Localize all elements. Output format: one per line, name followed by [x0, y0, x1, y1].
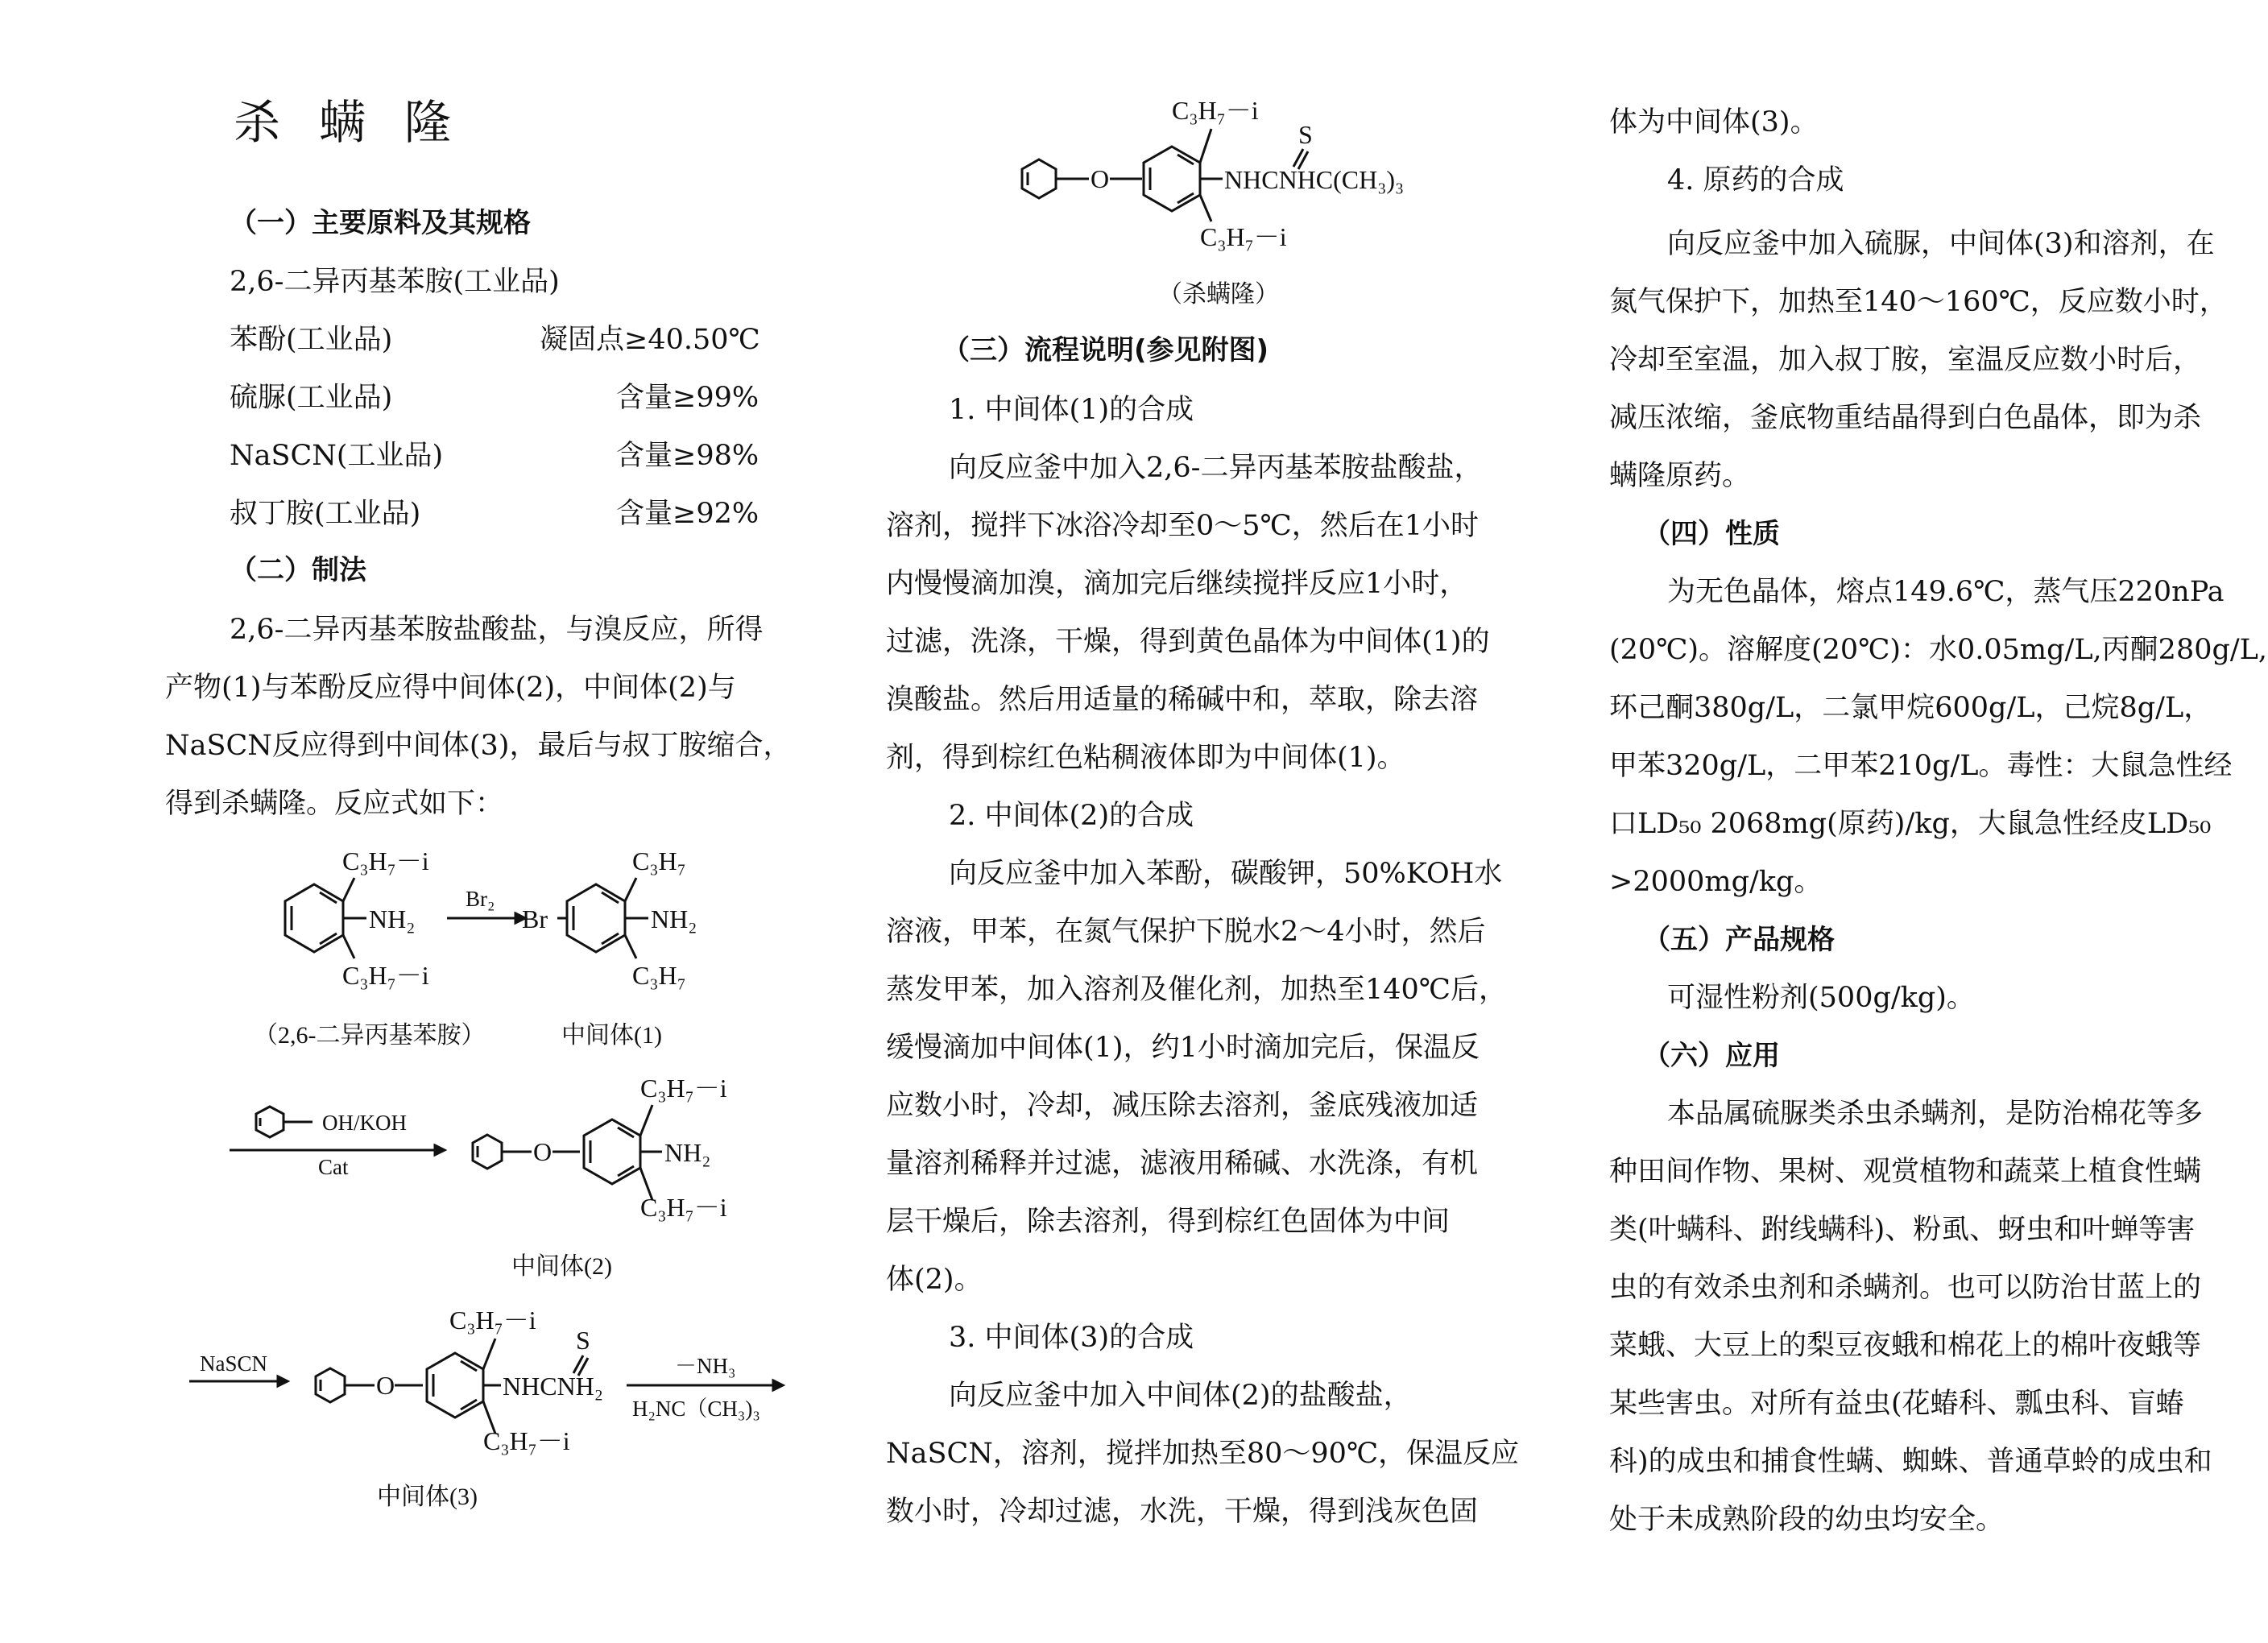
scheme-label: O — [1091, 164, 1110, 193]
paragraph-line: 剂，得到棕红色粘稠液体即为中间体(1)。 — [886, 742, 1405, 774]
material-name: 叔丁胺(工业品) — [230, 498, 421, 530]
scheme-label: S — [576, 1326, 590, 1355]
scheme-label: C₃H₇ — [632, 961, 686, 990]
scheme-label: －NH₃ — [675, 1354, 736, 1378]
section-4-heading: （四）性质 — [1643, 518, 1780, 550]
paragraph-line: NaSCN反应得到中间体(3)，最后与叔丁胺缩合， — [165, 730, 792, 762]
paragraph-line: 蒸发甲苯，加入溶剂及催化剂，加热至140℃后， — [886, 974, 1507, 1006]
paragraph-line: 冷却至室温，加入叔丁胺，室温反应数小时后， — [1609, 344, 2202, 376]
scheme-label: C₃H₇－i — [483, 1426, 570, 1455]
paragraph-line: 层干燥后，除去溶剂，得到棕红色固体为中间 — [886, 1206, 1451, 1238]
scheme-label: OH/KOH — [322, 1111, 407, 1135]
subheading: 2. 中间体(2)的合成 — [949, 800, 1194, 832]
section-3-heading: （三）流程说明(参见附图) — [942, 334, 1269, 366]
paragraph-line: 量溶剂稀释并过滤，滤液用稀碱、水洗涤，有机 — [886, 1148, 1479, 1180]
paragraph-line: 溴酸盐。然后用适量的稀碱中和，萃取，除去溶 — [886, 684, 1479, 716]
paragraph-line: 溶剂，搅拌下冰浴冷却至0～5℃，然后在1小时 — [886, 510, 1479, 542]
section-1-heading: （一）主要原料及其规格 — [230, 207, 531, 239]
benzene-ring — [285, 884, 343, 952]
scheme-label: NHCNH₂ — [503, 1372, 603, 1401]
paragraph-line: 产物(1)与苯酚反应得中间体(2)，中间体(2)与 — [165, 672, 736, 704]
paragraph-line: 类(叶螨科、跗线螨科)、粉虱、蚜虫和叶蝉等害 — [1609, 1214, 2196, 1246]
paragraph-line: >2000mg/kg。 — [1609, 866, 1823, 898]
subheading: 4. 原药的合成 — [1667, 164, 1844, 197]
paragraph-line: 甲苯320g/L，二甲苯210g/L。毒性：大鼠急性经 — [1609, 750, 2233, 782]
paragraph-line: 菜蛾、大豆上的梨豆夜蛾和棉花上的棉叶夜蛾等 — [1609, 1330, 2202, 1362]
section-5-heading: （五）产品规格 — [1643, 924, 1835, 956]
material-name: 2,6-二异丙基苯胺(工业品) — [230, 266, 560, 298]
paragraph-line: 应数小时，冷却，减压除去溶剂，釜底残液加适 — [886, 1090, 1479, 1122]
scheme-label: C₃H₇－i — [1200, 222, 1287, 251]
subheading: 1. 中间体(1)的合成 — [949, 394, 1194, 426]
scheme-label: C₃H₇－i — [1172, 96, 1259, 125]
compound-caption: 中间体(1) — [561, 1022, 662, 1049]
section-6-heading: （六）应用 — [1643, 1040, 1780, 1072]
paragraph-line: (20℃)。溶解度(20℃)：水0.05mg/L,丙酮280g/L, — [1609, 634, 2268, 666]
paragraph-line: 体(2)。 — [886, 1264, 983, 1296]
paragraph-line: 体为中间体(3)。 — [1609, 106, 1819, 139]
material-name: 苯酚(工业品) — [230, 324, 393, 356]
compound-caption: （杀螨隆） — [1158, 281, 1279, 308]
scheme-label: NH₂ — [664, 1138, 711, 1167]
paragraph-line: 口LD₅₀ 2068mg(原药)/kg，大鼠急性经皮LD₅₀ — [1609, 808, 2212, 840]
paragraph-line: 螨隆原药。 — [1609, 460, 1751, 492]
material-spec: 含量≥98% — [616, 440, 759, 472]
paragraph-line: 溶液，甲苯，在氮气保护下脱水2～4小时，然后 — [886, 916, 1486, 948]
paragraph-line: 科)的成虫和捕食性螨、蜘蛛、普通草蛉的成虫和 — [1609, 1446, 2212, 1478]
paragraph-line: 向反应釜中加入硫脲，中间体(3)和溶剂，在 — [1667, 228, 2215, 260]
paragraph-line: 向反应釜中加入苯酚，碳酸钾，50%KOH水 — [949, 858, 1503, 890]
paragraph-line: 向反应釜中加入2,6-二异丙基苯胺盐酸盐， — [949, 452, 1483, 484]
compound-caption: 中间体(2) — [511, 1253, 612, 1280]
paragraph-line: 2,6-二异丙基苯胺盐酸盐，与溴反应，所得 — [230, 614, 764, 646]
paragraph-line: 数小时，冷却过滤，水洗，干燥，得到浅灰色固 — [886, 1496, 1479, 1528]
paragraph-line: 虫的有效杀虫剂和杀螨剂。也可以防治甘蓝上的 — [1609, 1272, 2202, 1304]
scheme-label: C₃H₇－i — [342, 961, 429, 990]
compound-caption: （2,6-二异丙基苯胺） — [254, 1022, 486, 1049]
product-structure — [0, 0, 1405, 338]
paragraph-line: 可湿性粉剂(500g/kg)。 — [1667, 982, 1975, 1014]
scheme-label: C₃H₇－i — [640, 1193, 727, 1222]
material-name: NaSCN(工业品) — [230, 440, 444, 472]
scheme-label: Cat — [318, 1155, 349, 1179]
material-spec: 含量≥92% — [616, 498, 759, 530]
scheme-label: NH₂ — [369, 904, 416, 933]
scheme-label: C₃H₇－i — [449, 1306, 536, 1335]
paragraph-line: 本品属硫脲类杀虫杀螨剂，是防治棉花等多 — [1667, 1098, 2204, 1130]
paragraph-line: 过滤，洗涤，干燥，得到黄色晶体为中间体(1)的 — [886, 626, 1490, 658]
paragraph-line: 减压浓缩，釜底物重结晶得到白色晶体，即为杀 — [1609, 402, 2202, 434]
scheme-label: O — [376, 1371, 395, 1400]
paragraph-line: 环己酮380g/L，二氯甲烷600g/L，己烷8g/L， — [1609, 692, 2212, 724]
scheme-label: C₃H₇ — [632, 846, 686, 875]
scheme-label: O — [533, 1137, 553, 1166]
material-name: 硫脲(工业品) — [230, 382, 393, 414]
scheme-label: Br — [522, 904, 548, 933]
benzene-ring — [567, 884, 625, 952]
scheme-label: C₃H₇－i — [342, 846, 429, 875]
paragraph-line: 得到杀螨隆。反应式如下： — [165, 788, 504, 820]
subheading: 3. 中间体(3)的合成 — [949, 1322, 1194, 1354]
paragraph-line: 向反应釜中加入中间体(2)的盐酸盐， — [949, 1380, 1412, 1412]
scheme-label: C₃H₇－i — [640, 1074, 727, 1103]
paragraph-line: 种田间作物、果树、观赏植物和蔬菜上植食性螨 — [1609, 1156, 2202, 1188]
compound-caption: 中间体(3) — [377, 1484, 478, 1510]
paragraph-line: 缓慢滴加中间体(1)，约1小时滴加完后，保温反 — [886, 1032, 1480, 1064]
paragraph-line: 内慢慢滴加溴，滴加完后继续搅拌反应1小时， — [886, 568, 1468, 600]
paragraph-line: 某些害虫。对所有益虫(花蝽科、瓢虫科、盲蝽 — [1609, 1388, 2184, 1420]
material-spec: 凝固点≥40.50℃ — [540, 324, 760, 356]
material-spec: 含量≥99% — [616, 382, 759, 414]
scheme-label: NHCNHC(CH₃)₃ — [1224, 165, 1405, 194]
scheme-label: Br₂ — [466, 887, 495, 911]
page-title: 杀螨隆 — [234, 95, 490, 150]
paragraph-line: 处于未成熟阶段的幼虫均安全。 — [1609, 1504, 2005, 1536]
scheme-label: S — [1298, 120, 1313, 149]
scheme-label: NaSCN — [200, 1351, 268, 1376]
scheme-label: H₂NC（CH₃)₃ — [632, 1397, 760, 1421]
paragraph-line: 为无色晶体，熔点149.6℃，蒸气压220nPa — [1667, 576, 2225, 608]
section-2-heading: （二）制法 — [230, 554, 366, 586]
paragraph-line: NaSCN，溶剂，搅拌加热至80～90℃，保温反应 — [886, 1438, 1520, 1470]
scheme-label: NH₂ — [651, 904, 697, 933]
paragraph-line: 氮气保护下，加热至140～160℃，反应数小时， — [1609, 286, 2228, 318]
